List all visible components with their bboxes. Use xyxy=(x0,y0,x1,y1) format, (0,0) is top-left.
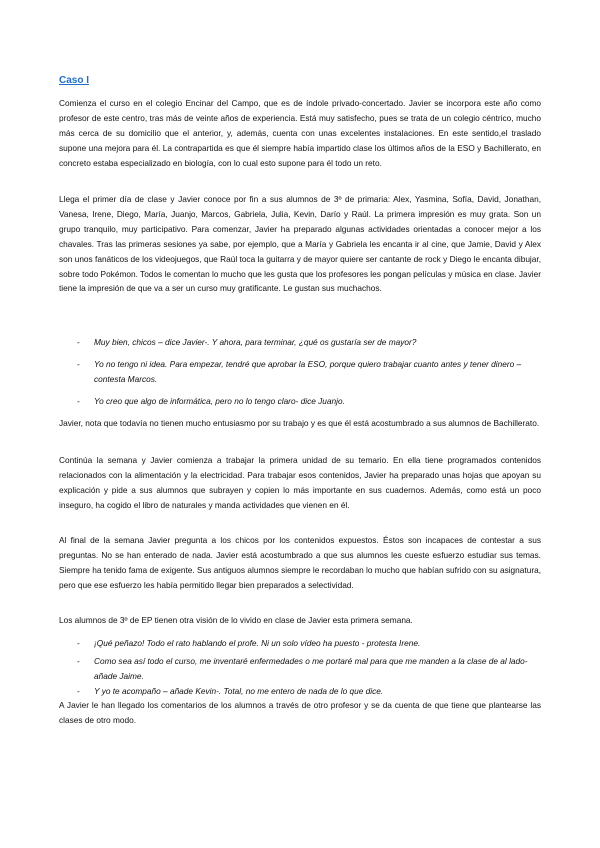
dash-marker: - xyxy=(77,638,80,648)
paragraph-intro: Comienza el curso en el colegio Encinar del Campo, que es de índole privado-concertado. Javier se incorpora este año como profesor de este centro, tras más de veinte años de experiencia. Está muy satisfecho, pues se trata de un colegio céntrico, mucho más cerca de su domicilio que el anterior, y, además, cuenta con unas excelentes instalaciones. En este sentido,el traslado supone una mejora para él. La contrapartida es que él siempre había impartido clase los últimos años de la ESO y Bachillerato, en concreto estaba especializado en biología, con lo cual esto supone para él todo un reto. xyxy=(59,98,541,168)
paragraph-enthusiasm: Javier, nota que todavía no tienen mucho entusiasmo por su trabajo y es que él está acostumbrado a sus alumnos de Bachillerato. xyxy=(59,418,540,428)
comment-text: Y yo te acompaño – añade Kevin-. Total, no me entero de nada de lo que dice. xyxy=(94,686,384,696)
paragraph-first-day: Llega el primer día de clase y Javier conoce por fin a sus alumnos de 3º de primaria: Alex, Yasmina, Sofía, David, Jonathan, Vanesa, Irene, Diego, María, Juanjo, Marcos, Gabriela, Julia, Kevin, Darío y Raúl. La primera impresión es muy grata. Son un grupo tranquilo, muy participativo. Para comenzar, Javier ha preparado algunas actividades orientadas a conocer mejor a los chavales. Tras las primeras sesiones ya sabe, por ejemplo, que a María y Gabriela les encanta ir al cine, que Jamie, David y Alex son unos fanáticos de los videojuegos, que Raúl toca la guitarra y de mayor quiere ser cantante de rock y Diego le encanta dibujar, sobre todo Pokémon. Todos le comentan lo mucho que les gusta que los profesores les pongan películas y música en clase. Javier tiene la impresión de que va a ser un curso muy gratificante. Le gustan sus muchachos. xyxy=(59,194,541,294)
comment-text: Como sea así todo el curso, me inventaré enfermedades o me portaré mal para que me manden a la clase de al lado- añade Jaime. xyxy=(94,656,528,681)
dash-marker: - xyxy=(77,686,80,696)
paragraph-students-view: Los alumnos de 3º de EP tienen otra visión de lo vivido en clase de Javier esta primera semana. xyxy=(59,615,413,625)
paragraph-end-of-week: Al final de la semana Javier pregunta a los chicos por los contenidos expuestos. Éstos son incapaces de contestar a sus preguntas. No se han enterado de nada. Javier está acostumbrado a que sus alumnos les cueste esfuerzo estudiar sus temas. Siempre ha tenido fama de exigente. Sus antiguos alumnos siempre le recordaban lo mucho que habían sufrido con su asignatura, pero que ese esfuerzo les había permitido llegar bien preparados a selectividad. xyxy=(59,535,541,590)
dash-marker: - xyxy=(77,337,80,347)
paragraph-conclusion: A Javier le han llegado los comentarios de los alumnos a través de otro profesor y se da cuenta de que tiene que plantearse las clases de otro modo. xyxy=(59,700,541,725)
dash-marker: - xyxy=(77,359,80,369)
case-title: Caso I xyxy=(59,75,90,86)
dialogue-text: Muy bien, chicos – dice Javier-. Y ahora, para terminar, ¿qué os gustaría ser de mayor? xyxy=(94,337,417,347)
dialogue-text: Yo creo que algo de informática, pero no lo tengo claro- dice Juanjo. xyxy=(94,396,345,406)
paragraph-first-unit: Continúa la semana y Javier comienza a trabajar la primera unidad de su temario. En ella tiene programados contenidos relacionados con la alimentación y la electricidad. Para trabajar esos contenidos, Javier ha preparado unas hojas que apoyan su explicación y pide a sus alumnos que subrayen y copien lo más importante en sus cuadernos. Además, como está un poco inseguro, ha cogido el libro de naturales y manda actividades que vienen en él. xyxy=(59,455,541,510)
dash-marker: - xyxy=(77,396,80,406)
comment-text: ¡Qué peñazo! Todo el rato hablando el profe. Ni un solo vídeo ha puesto - protesta Irene. xyxy=(94,638,421,648)
dialogue-text: Yo no tengo ni idea. Para empezar, tendré que aprobar la ESO, porque quiero trabajar cuanto antes y tener dinero – contesta Marcos. xyxy=(94,359,522,384)
dash-marker: - xyxy=(77,656,80,666)
